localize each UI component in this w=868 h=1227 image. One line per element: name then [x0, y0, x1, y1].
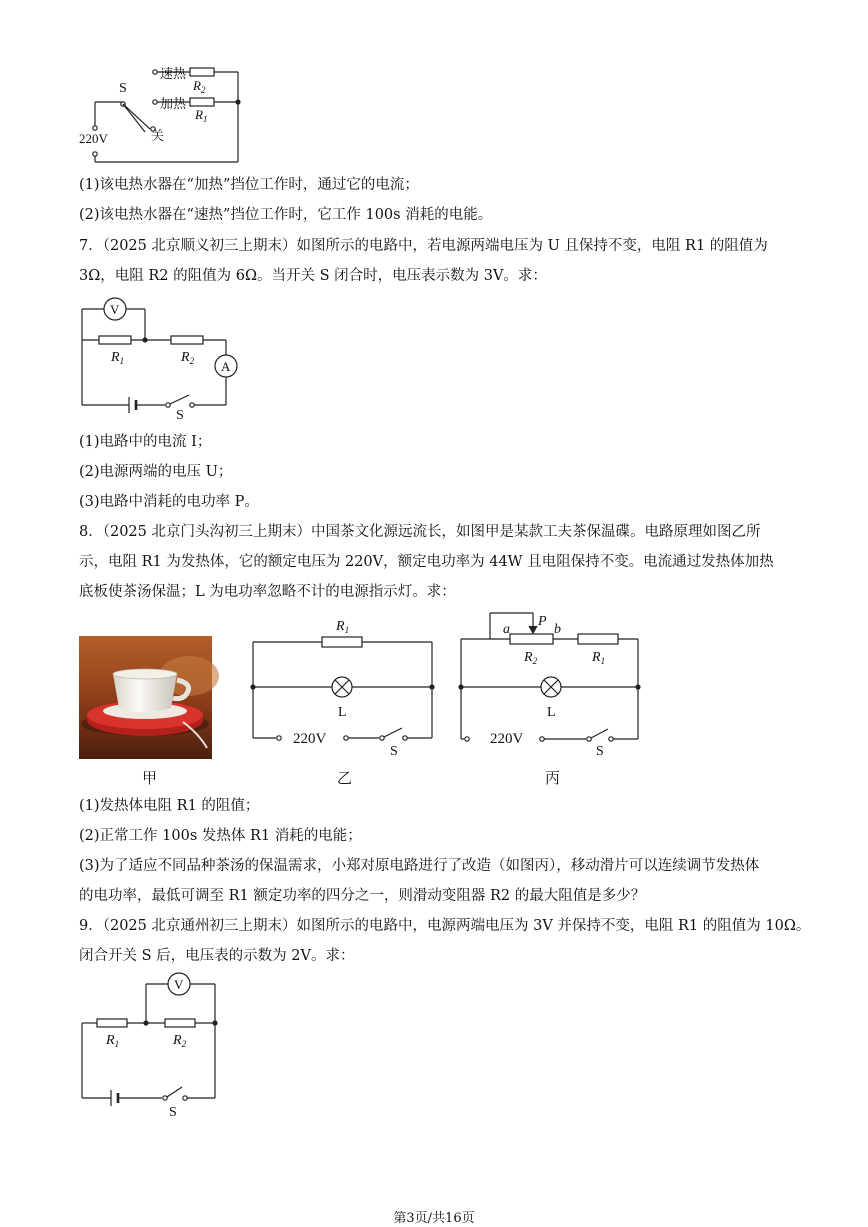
terminal-a-label: a — [503, 622, 510, 637]
fast-heat-label: 速热 — [160, 66, 187, 81]
svg-text:R2 — [523, 650, 538, 666]
q7-sub2: (2)电源两端的电压 U； — [79, 464, 233, 480]
r1-subscript: 1 — [344, 625, 350, 635]
r2-label: R — [173, 1033, 182, 1048]
q9-stem-line1: 9．（2025 北京通州初三上期末）如图所示的电路中，电源两端电压为 3V 并保持不变，电阻 R1 的阻值为 10Ω。 — [79, 918, 811, 934]
r2-subscript: 2 — [181, 1039, 187, 1049]
switch-label: S — [596, 744, 604, 759]
r1-subscript: 1 — [114, 1039, 120, 1049]
q8-stem-line3: 底板使茶汤保温；L 为电功率忽略不计的电源指示灯。求： — [79, 584, 456, 600]
q6-sub2: (2)该电热水器在“速热”挡位工作时，它工作 100s 消耗的电能。 — [79, 207, 493, 223]
lamp-label: L — [338, 705, 347, 720]
caption-c: 丙 — [545, 769, 561, 787]
r1-label: R — [111, 350, 120, 365]
q8-stem-line2: 示，电阻 R1 为发热体，它的额定电压为 220V，额定电功率为 44W 且电阻保持不变。电流通过发热体加热 — [79, 554, 774, 570]
r2-label: R — [181, 350, 190, 365]
voltage-label: 220V — [490, 731, 524, 747]
voltmeter-label: V — [174, 977, 184, 992]
slider-p-label: P — [538, 614, 547, 629]
voltmeter-label: V — [110, 302, 120, 317]
q7-circuit-figure — [79, 295, 244, 423]
q7-stem-line2: 3Ω，电阻 R2 的阻值为 6Ω。当开关 S 闭合时，电压表示数为 3V。求： — [79, 268, 547, 284]
r1-label: R — [106, 1033, 115, 1048]
r1-subscript: 1 — [119, 356, 125, 366]
r2-subscript: 2 — [532, 656, 538, 666]
caption-b: 乙 — [337, 769, 353, 787]
q8-stem-line1: 8．（2025 北京门头沟初三上期末）中国茶文化源远流长，如图甲是某款工夫茶保温碟。电路原理如图乙所 — [79, 524, 761, 540]
off-label: 关 — [151, 128, 165, 143]
q8-circuit-b — [250, 612, 440, 759]
q9-stem-line2: 闭合开关 S 后，电压表的示数为 2V。求： — [79, 948, 355, 964]
svg-text:R2 — [192, 78, 206, 95]
heat-label: 加热 — [160, 96, 187, 111]
r1-label: R — [592, 650, 601, 665]
q8-sub3-line2: 的电功率，最低可调至 R1 额定功率的四分之一，则滑动变阻器 R2 的最大阻值是多少？ — [79, 888, 646, 904]
page-footer: 第3页/共16页 — [393, 1211, 475, 1226]
r2-subscript: 2 — [200, 85, 206, 95]
q8-sub3-line1: (3)为了适应不同品种茶汤的保温需求，小郑对原电路进行了改造（如图丙），移动滑片可以连续调节发热体 — [79, 858, 760, 874]
r2-label: R — [193, 78, 201, 93]
terminal-b-label: b — [554, 622, 561, 637]
voltage-label: 220V — [79, 131, 108, 146]
q8-sub2: (2)正常工作 100s 发热体 R1 消耗的电能； — [79, 828, 362, 844]
q7-sub3: (3)电路中消耗的电功率 P。 — [79, 494, 259, 510]
svg-text:R1 — [591, 650, 605, 666]
q6-sub1: (1)该电热水器在“加热”挡位工作时，通过它的电流； — [79, 177, 419, 193]
svg-text:R2 — [180, 350, 195, 366]
svg-text:R1 — [105, 1033, 119, 1049]
lamp-label: L — [547, 705, 556, 720]
r1-subscript: 1 — [600, 656, 606, 666]
svg-text:R1 — [335, 619, 349, 635]
q8-sub1: (1)发热体电阻 R1 的阻值； — [79, 798, 260, 814]
q8-circuit-c — [458, 609, 648, 759]
svg-text:R2 — [172, 1033, 187, 1049]
q7-stem-line1: 7．（2025 北京顺义初三上期末）如图所示的电路中，若电源两端电压为 U 且保持不变，电阻 R1 的阻值为 — [79, 238, 768, 254]
voltage-label: 220V — [293, 731, 327, 747]
switch-label: S — [119, 81, 127, 96]
r2-subscript: 2 — [189, 356, 195, 366]
ammeter-label: A — [221, 359, 231, 374]
switch-label: S — [176, 408, 184, 423]
switch-label: S — [390, 744, 398, 759]
r1-label: R — [336, 619, 345, 634]
caption-a: 甲 — [142, 769, 158, 787]
q7-sub1: (1)电路中的电流 I； — [79, 434, 212, 450]
switch-label: S — [169, 1105, 177, 1120]
r2-label: R — [524, 650, 533, 665]
r1-subscript: 1 — [202, 114, 208, 124]
svg-text:R1 — [110, 350, 124, 366]
svg-text:R1 — [194, 107, 207, 124]
q6-circuit-figure — [75, 62, 250, 167]
r1-label: R — [195, 107, 203, 122]
tea-warmer-photo — [79, 636, 212, 759]
q9-circuit-figure — [79, 970, 224, 1120]
